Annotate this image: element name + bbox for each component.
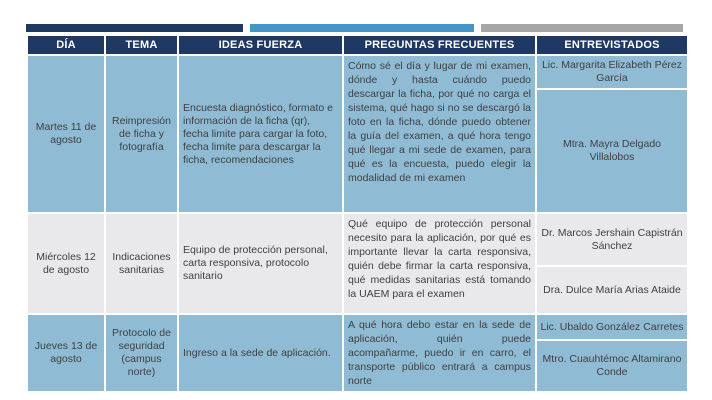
accent-bar-navy	[26, 24, 243, 32]
cell-entrevistados	[537, 315, 687, 391]
header-cell-entrevistados: ENTREVISTADOS	[537, 36, 687, 54]
entrevistado-name: Lic. Ubaldo González Carretes	[537, 315, 687, 339]
entrevistado-name: Dra. Dulce María Arias Ataide	[537, 267, 687, 313]
accent-bar-blue	[250, 24, 474, 32]
cell-dia: Martes 11 de agosto	[28, 56, 104, 212]
entrevistado-name: Lic. Margarita Elizabeth Pérez García	[537, 56, 687, 88]
cell-dia: Jueves 13 de agosto	[28, 315, 104, 391]
accent-bars	[26, 24, 683, 32]
header-cell-preguntas-frecuentes: PREGUNTAS FRECUENTES	[344, 36, 535, 54]
table-header-row	[28, 36, 687, 54]
accent-bar-gray	[481, 24, 683, 32]
cell-dia: Miércoles 12 de agosto	[28, 214, 104, 313]
cell-preguntas-frecuentes: A qué hora debo estar en la sede de aplicación, quién puede acompañarme, puedo ir en carro, el transporte público entrará a campus norte	[344, 315, 535, 391]
cell-tema: Protocolo de seguridad (campus norte)	[106, 315, 177, 391]
cell-entrevistados	[537, 56, 687, 212]
cell-ideas-fuerza: Ingreso a la sede de aplicación.	[179, 315, 342, 391]
entrevistado-name: Dr. Marcos Jershain Capistrán Sánchez	[537, 214, 687, 265]
cell-tema: Reimpresión de ficha y fotografía	[106, 56, 177, 212]
cell-tema: Indicaciones sanitarias	[106, 214, 177, 313]
cell-entrevistados	[537, 214, 687, 313]
cell-preguntas-frecuentes: Cómo sé el día y lugar de mi examen, dónde y hasta cuándo puedo descargar la ficha, por qué no carga el sistema, qué hago si no se descargó la foto en la ficha, dónde puedo obtener la guía del examen, a qué hora tengo qué llegar a mi sede de examen, para qué es la encuesta, puedo elegir la modalidad de mi examen	[344, 56, 535, 212]
entrevistado-name: Mtro. Cuauhtémoc Altamirano Conde	[537, 341, 687, 391]
header-cell-ideas-fuerza: IDEAS FUERZA	[179, 36, 342, 54]
entrevistado-name: Mtra. Mayra Delgado Villalobos	[537, 90, 687, 212]
schedule-table	[28, 36, 687, 391]
header-cell-tema: TEMA	[106, 36, 177, 54]
table-row-martes-11	[28, 56, 687, 212]
table-row-jueves-13	[28, 315, 687, 391]
cell-ideas-fuerza: Equipo de protección personal, carta responsiva, protocolo sanitario	[179, 214, 342, 313]
cell-ideas-fuerza: Encuesta diagnóstico, formato e información de la ficha (qr), fecha limite para cargar la foto, fecha limite para descargar la ficha, recomendaciones	[179, 56, 342, 212]
table-row-miercoles-12	[28, 214, 687, 313]
cell-preguntas-frecuentes: Qué equipo de protección personal necesito para la aplicación, por qué es importante llevar la carta responsiva, quién debe firmar la carta responsiva, qué medidas sanitarias está tomando la UAEM para el examen	[344, 214, 535, 313]
header-cell-dia: DÍA	[28, 36, 104, 54]
